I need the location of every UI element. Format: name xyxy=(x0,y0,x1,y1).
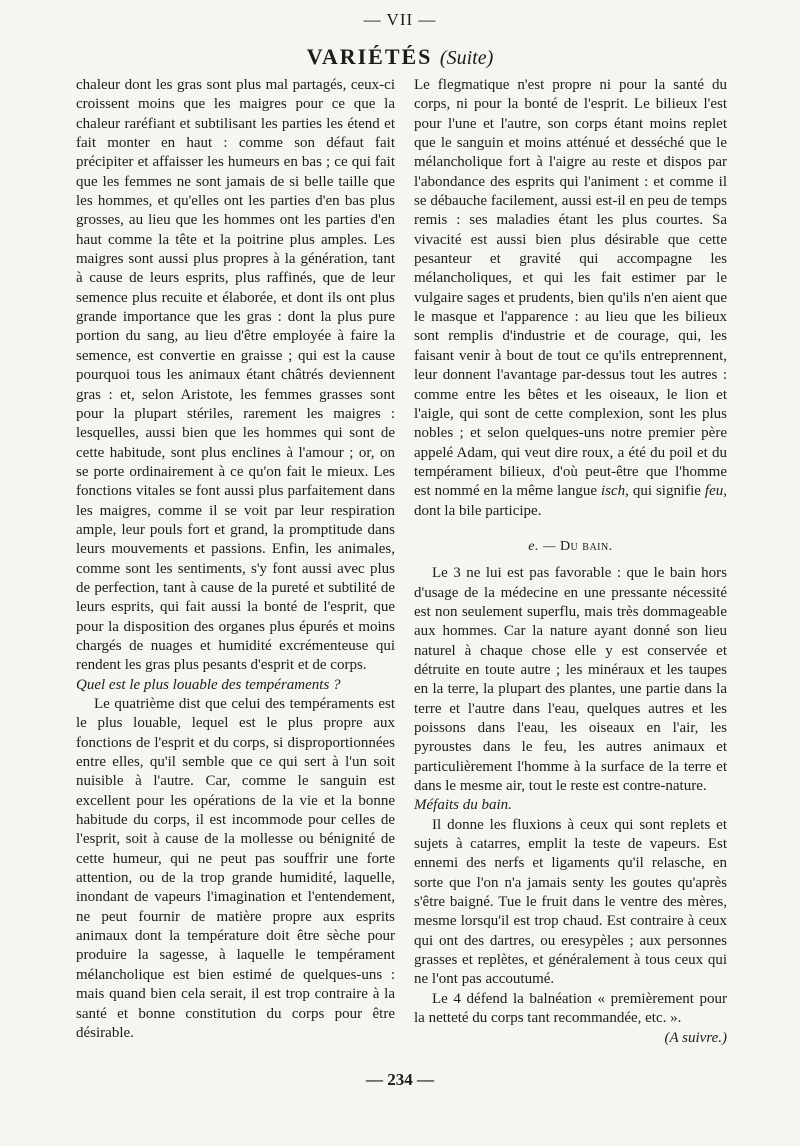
section-title xyxy=(0,44,800,70)
title-suffix: (Suite) xyxy=(439,47,494,69)
running-page-roman: — VII — xyxy=(363,10,437,29)
right-paragraph-2: Le 3 ne lui est pas favorable : que le bain hors d'usage de la médecine en une pressante nécessité est non seulement superflu, mais très dommageable aux hommes. Car la nature ayant donné son lieu naturel à chaque chose elle y est conservée et détruite en toute autre ; les minéraux et les taupes en la terre, la plupart des plantes, une partie dans la terre et l'autre dans l'eau, quelques autres et les poissons dans l'eau, les oiseaux en l'air, les pyroustes dans le feu, les autres animaux et particulièrement l'homme à la surface de la terre et dans le mesme air, tout le reste est contre-nature. xyxy=(414,565,727,795)
title-text: VARIÉTÉS xyxy=(306,44,433,69)
right-paragraph-4: Le 4 défend la balnéation « premièrement pour la netteté du corps tant recommandée, etc. ». xyxy=(414,990,727,1027)
left-heading-temperaments: Quel est le plus louable des tempéraments ? xyxy=(76,676,341,693)
right-column xyxy=(414,76,727,1048)
left-column xyxy=(76,76,395,1043)
word-feu: feu xyxy=(704,483,724,500)
word-isch: isch xyxy=(600,483,626,500)
left-paragraph-2: Le quatrième dist que celui des tempéraments est le plus louable, lequel est le plus propre aux fonctions de l'esprit et du corps, si disproportionnées entre elles, qu'il semble que ce qui sert à l'un soit nuisible à l'autre. Car, comme le sanguin est excellent pour les opérations de la vie et la bonne habitude du corps, il est incommode pour celles de l'esprit, soit à cause de la mollesse ou bénignité de cette humeur, qui ne peut pas souffrir une forte attention, ou de la trop grande humidité, laquelle, inondant de vapeurs l'imagination et l'entendement, ne peut fournir de matière propre aux esprits animaux dont la température doit être sèche pour produire la sagesse, à laquelle le tempérament mélancholique est bien estimé de quelques-uns : mais quand bien cela serait, il est trop contraire à la santé et bonne constitution du corps pour être désirable. xyxy=(76,696,395,1041)
section-heading-bain: e. — Du bain. xyxy=(528,538,613,554)
left-paragraph-1: chaleur dont les gras sont plus mal partagés, ceux-ci croissent moins que les maigres pour ce que la chaleur raréfiant et subtilisant les parties les étend et fait monter en haut : comme son défaut fait précipiter et affaisser les humeurs en bas ; ce qui fait que les femmes ne sont jamais de si belle taille que les hommes, et qu'elles ont les parties d'en bas plus grosses, au lieu que les hommes ont les parties d'en haut comme la tête et la poitrine plus amples. Les maigres sont aussi plus propres à la génération, tant à cause de leurs esprits, plus raffinés, que de leur semence plus recuite et élaborée, et dont ils ont plus grande importance que les gras : dont la plus pure portion du sang, au lieu d'être employée à faire la semence, est convertie en graisse ; qui est la cause pourquoi tous les animaux étant châtrés deviennent gras : et, selon Aristote, les femmes grasses sont pour la plupart stériles, rarement les maigres : lesquelles, aussi bien que les hommes qui sont de cette habitude, sont plus enclines à l'amour ; or, on se porte ordinairement à ce qu'on fait le mieux. Les fonctions vitales se font aussi plus parfaitement dans les maigres, comme il se voit par leur respiration ample, leur pouls fort et grand, la promptitude dans leurs mouvements et passions. Enfin, les animales, comme sont les sentiments, s'y font aussi avec plus de perfection, tant à cause de la pureté et subtilité de leurs esprits, qui fait aussi la bonté de l'esprit, que pour la disposition des organes plus épurés et moins chargés de nuages et humidité excrémenteuse qui rendent les gras plus pesants d'esprit et de corps. xyxy=(76,77,395,674)
to-be-continued: (A suivre.) xyxy=(664,1029,727,1046)
page-number: — 234 — xyxy=(366,1070,434,1089)
right-heading-mefaits: Méfaits du bain. xyxy=(414,797,512,814)
right-paragraph-3: Il donne les fluxions à ceux qui sont replets et sujets à catarres, emplit la teste de vapeurs. Est ennemi des nerfs et ligaments qu'il relasche, en sorte que l'on n'a jamais senty les goutes qu'après s'être baigné. Tue le fruit dans le ventre des mères, mesme lorsqu'il est trop chaud. Est contraire à ceux qui ont des dartres, ou eresypèles ; aux personnes grasses et replètes, et généralement à tous ceux qui ne l'ont pas accoutumé. xyxy=(414,816,727,988)
right-paragraph-1: Le flegmatique n'est propre ni pour la santé du corps, ni pour la bonté de l'esprit. Le bilieux l'est pour l'une et l'autre, son corps étant moins replet que le sanguin et moins atténué et desséché que le mélancholique fort à l'aigre au reste et dispos par l'abondance des esprits qui l'animent : et comme il se débauche facilement, aussi est-il en peu de temps remis : ses maladies étant les plus courtes. Sa vivacité est aussi bien plus désirable que cette pesanteur et gravité qui accompagne les mélancholiques, et qui les fait estimer par le vulgaire sages et prudents, bien qu'ils n'en aient que le masque et l'apparence : au lieu que les bilieux sont remplis d'industrie et de courage, qui, les faisant venir à bout de tout ce qu'ils entreprennent, leur donnent l'avantage par-dessus tout les autres : comme entre les bêtes et les oiseaux, le lion et l'aigle, qui sont de cette complexion, sont les plus nobles ; et selon quelques-uns notre premier père appelé Adam, qui veut dire roux, a été du poil et du tempérament bilieux, d'où peut-être que l'homme est nommé en la même langue isch, qui signifie feu, dont la bile participe. xyxy=(414,77,727,519)
